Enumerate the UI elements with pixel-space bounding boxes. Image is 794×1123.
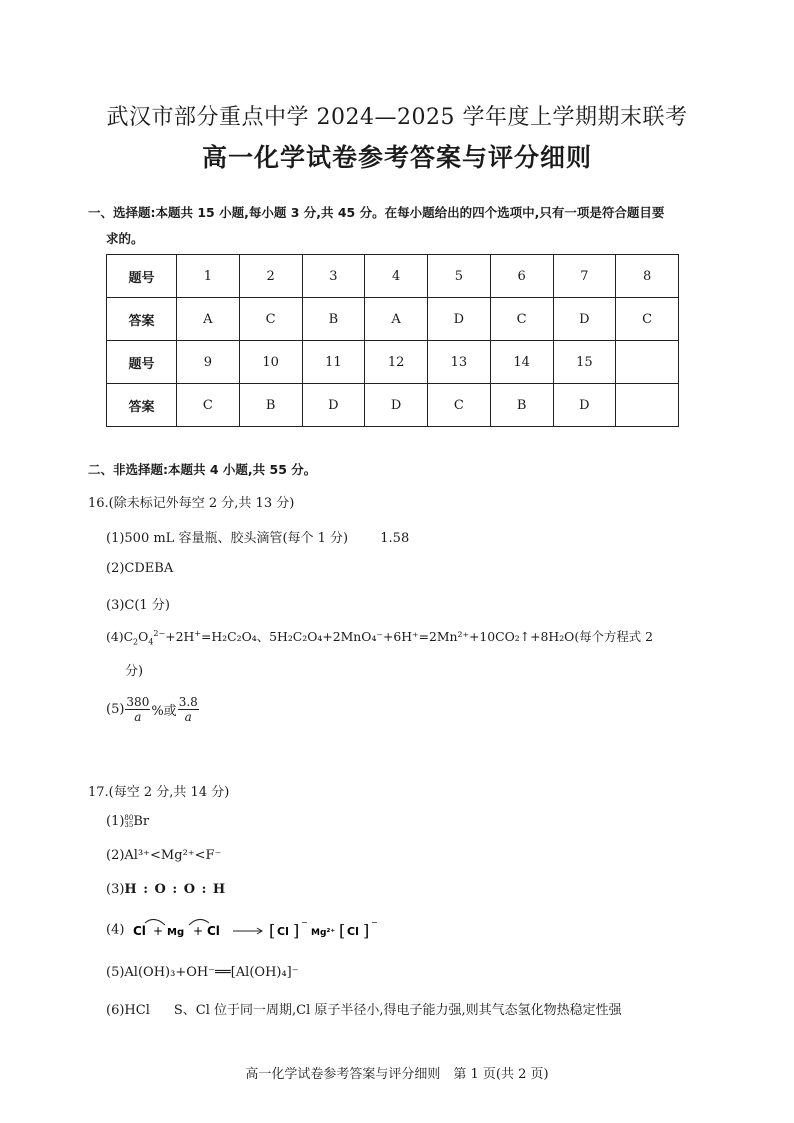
- q17-part3-prefix: (3): [106, 882, 125, 897]
- magnesium-atom: Mg: [166, 927, 184, 938]
- question-number: 11: [302, 341, 365, 384]
- charge-label: −: [370, 918, 378, 927]
- answer-cell: D: [428, 298, 491, 341]
- fraction-1-numerator: 380: [126, 695, 150, 709]
- q17-part6-prefix: (6)HCl: [106, 1003, 150, 1018]
- question-number: 15: [553, 341, 616, 384]
- question-number: 2: [239, 255, 302, 298]
- left-bracket: [: [268, 921, 275, 940]
- answer-cell: C: [177, 384, 240, 427]
- table-row: [107, 298, 679, 341]
- table-row: [107, 341, 679, 384]
- q17-part6: [106, 999, 622, 1018]
- q16-part4-prefix: (4): [106, 629, 124, 644]
- document-title: 高一化学试卷参考答案与评分细则: [201, 143, 592, 172]
- question-number: 12: [365, 341, 428, 384]
- mass-number: 80: [124, 813, 134, 822]
- question-number: 3: [302, 255, 365, 298]
- question-number: 6: [490, 255, 553, 298]
- question-number: 4: [365, 255, 428, 298]
- oxalate-equation-rhs: H₂C₂O₄: [211, 629, 257, 644]
- left-bracket: [: [338, 921, 345, 940]
- question-number: 5: [428, 255, 491, 298]
- answer-table: [106, 254, 679, 427]
- element-symbol: Br: [133, 814, 150, 829]
- fraction-2-denominator: a: [184, 710, 192, 724]
- q17-part5-prefix: (5): [106, 965, 125, 980]
- question-number: 8: [616, 255, 679, 298]
- q17-part5: [106, 965, 299, 980]
- answer-cell: B: [302, 298, 365, 341]
- q16-part4: [106, 627, 653, 645]
- atomic-number: 35: [124, 820, 134, 829]
- answer-cell: D: [365, 384, 428, 427]
- answer-cell: C: [490, 298, 553, 341]
- section1-intro-line2: 求的。: [106, 231, 144, 246]
- chlorine-atom-left: Cl: [132, 924, 146, 938]
- table-row: [107, 255, 679, 298]
- question-number: 9: [177, 341, 240, 384]
- section1-intro-line1: 一、选择题:本题共 15 小题,每小题 3 分,共 45 分。在每小题给出的四个选项中,只有一项是符合题目要: [88, 205, 665, 220]
- exam-title: 武汉市部分重点中学 2024—2025 学年度上学期期末联考: [106, 105, 688, 130]
- aluminum-hydroxide-equation: Al(OH)₃+OH⁻══[Al(OH)₄]⁻: [124, 965, 299, 980]
- answer-cell: A: [177, 298, 240, 341]
- answer-cell: D: [553, 298, 616, 341]
- q17-part1-prefix: (1): [106, 814, 125, 829]
- plus-sign: +: [192, 924, 203, 938]
- answer-cell: B: [490, 384, 553, 427]
- oxalate-equation-lhs: $C_2O_4^{2-}+2H^+=$: [123, 628, 212, 647]
- question-number: [616, 341, 679, 384]
- question-number: 1: [177, 255, 240, 298]
- fraction-2-numerator: 3.8: [178, 695, 198, 709]
- page-footer: 高一化学试卷参考答案与评分细则 第 1 页(共 2 页): [245, 1067, 549, 1082]
- h2o2-electron-formula: H : O : O : H: [124, 882, 227, 897]
- q17-part1: [106, 814, 149, 829]
- question-number: 10: [239, 341, 302, 384]
- chloride-ion-right: Cl: [346, 925, 359, 938]
- q17-part4-prefix: (4): [106, 922, 125, 938]
- question-label: 题号: [107, 341, 177, 384]
- answer-cell: C: [428, 384, 491, 427]
- ion-radius-order: Al³⁺<Mg²⁺<F⁻: [124, 848, 222, 863]
- table-row: [107, 384, 679, 427]
- right-bracket: ]: [292, 921, 299, 940]
- mgcl2-formation-diagram: [129, 915, 389, 945]
- q16-heading: 16.(除未标记外每空 2 分,共 13 分): [88, 496, 295, 511]
- right-bracket: ]: [362, 921, 369, 940]
- q17-part4: [106, 915, 389, 945]
- q16-part1-value: 1.58: [380, 531, 410, 546]
- q16-part5: [106, 695, 200, 724]
- answer-cell: C: [616, 298, 679, 341]
- q17-part6-explanation: S、Cl 位于同一周期,Cl 原子半径小,得电子能力强,则其气态氢化物热稳定性强: [173, 1003, 622, 1018]
- nuclide-numbers: [124, 815, 133, 829]
- answer-label: 答案: [107, 384, 177, 427]
- question-number: 14: [490, 341, 553, 384]
- permanganate-equation: 5H₂C₂O₄+2MnO₄⁻+6H⁺=2Mn²⁺+10CO₂↑+8H₂O: [269, 629, 575, 644]
- q17-heading: 17.(每空 2 分,共 14 分): [88, 785, 230, 800]
- q16-part4-note-cont: 分): [125, 664, 144, 679]
- q16-part1: [106, 527, 409, 546]
- answer-cell: B: [239, 384, 302, 427]
- question-number: 7: [553, 255, 616, 298]
- answer-cell: C: [239, 298, 302, 341]
- q17-part3: [106, 882, 226, 897]
- q17-part2: [106, 848, 221, 863]
- q16-part1-text: (1)500 mL 容量瓶、胶头滴管(每个 1 分): [106, 531, 349, 546]
- equation-separator: 、: [256, 629, 270, 644]
- answer-cell: [616, 384, 679, 427]
- q17-part2-prefix: (2): [106, 848, 125, 863]
- answer-cell: D: [302, 384, 365, 427]
- q16-part4-note: (每个方程式 2: [574, 629, 653, 644]
- answer-cell: D: [553, 384, 616, 427]
- fraction-1: [125, 695, 150, 724]
- chlorine-atom-right: Cl: [206, 924, 220, 938]
- fraction-1-denominator: a: [134, 710, 142, 724]
- q16-part5-prefix: (5): [106, 702, 125, 717]
- question-label: 题号: [107, 255, 177, 298]
- magnesium-ion: Mg²⁺: [310, 928, 335, 938]
- charge-label: −: [300, 918, 308, 927]
- section2-intro: 二、非选择题:本题共 4 小题,共 55 分。: [88, 462, 317, 477]
- fraction-2: [178, 695, 199, 724]
- q16-part3: (3)C(1 分): [106, 598, 170, 613]
- answer-cell: A: [365, 298, 428, 341]
- chloride-ion-left: Cl: [276, 925, 289, 938]
- plus-sign: +: [152, 924, 163, 938]
- q16-part2: (2)CDEBA: [106, 561, 174, 576]
- answer-label: 答案: [107, 298, 177, 341]
- question-number: 13: [428, 341, 491, 384]
- q16-part5-mid: %或: [151, 704, 177, 719]
